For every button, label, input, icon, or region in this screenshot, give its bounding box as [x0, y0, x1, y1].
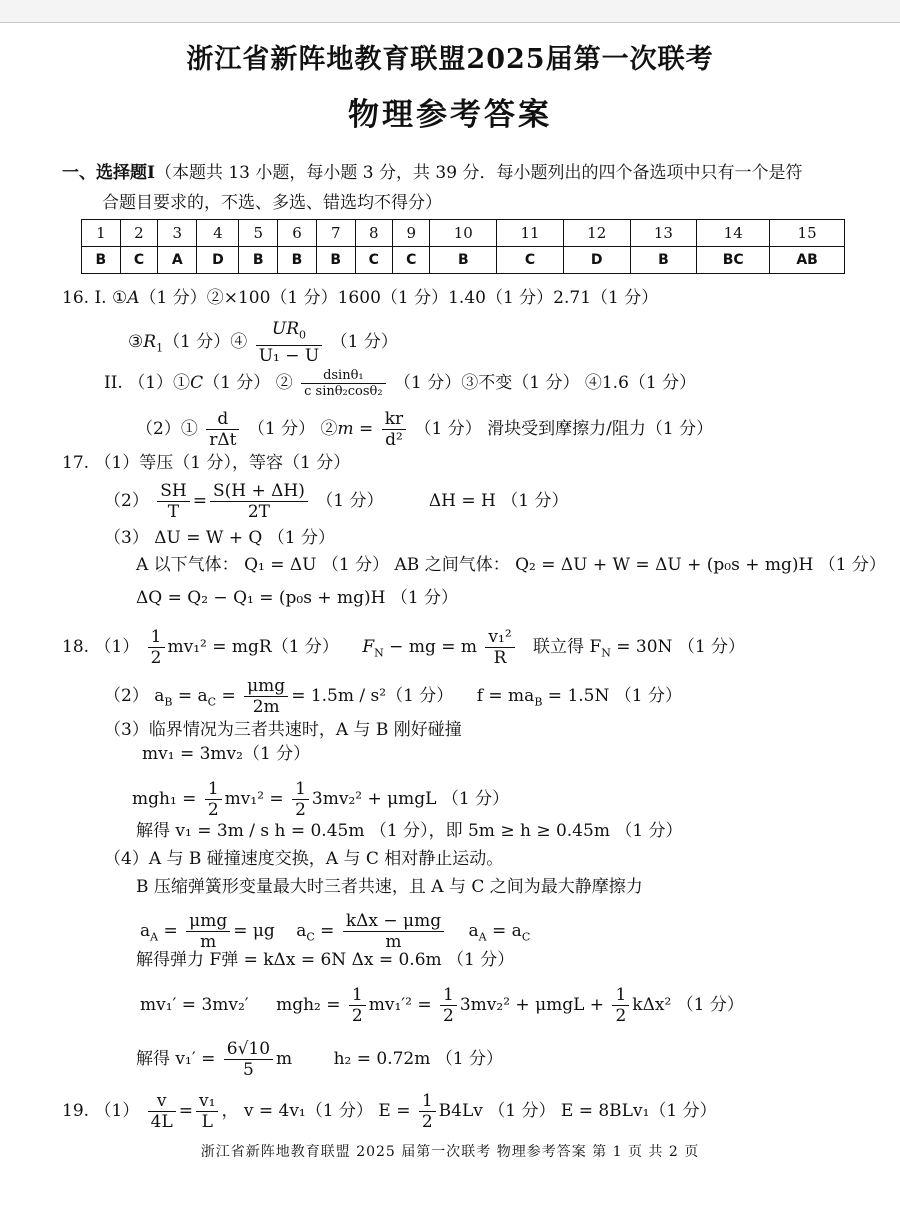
q16-part2-score1: （1 分） ②: [247, 419, 338, 439]
document-page: [0, 23, 900, 1222]
q18-centripetal: [485, 627, 514, 668]
q16-answer-a: A: [127, 288, 140, 308]
answer-cell: B: [630, 247, 697, 274]
q18-ke1: mv₁² =: [224, 789, 284, 809]
q18-half4-num: 1: [349, 985, 366, 1006]
q17-frac2-den: 2T: [247, 502, 270, 522]
q17-frac1: [157, 481, 189, 522]
answer-cell: B: [239, 247, 278, 274]
q18-aa2-eq-sub: C: [521, 930, 531, 944]
answer-cell: A: [158, 247, 197, 274]
q18-line5: [132, 779, 509, 820]
question-number-cell: 2: [120, 220, 157, 247]
q18-line12: [136, 1039, 503, 1080]
section-1-desc-line2: 合题目要求的，不选、多选、错选均不得分）: [102, 193, 442, 213]
q19-half-num: 1: [419, 1091, 436, 1112]
q18-half5: [440, 985, 457, 1026]
q16-part2-m: m =: [337, 419, 374, 439]
q18-line7: （4）A 与 B 碰撞速度交换，A 与 C 相对静止运动。: [104, 849, 504, 869]
q18-half5-den: 2: [443, 1006, 454, 1026]
q18-aa-frac-num: μmg: [186, 911, 230, 932]
q19-e-label: E =: [378, 1101, 411, 1121]
q16-frac-num-sub: 0: [299, 328, 307, 342]
q17-part2-score: （1 分）: [316, 491, 384, 511]
q16-circle3: ③: [128, 332, 144, 353]
q18-v1prime: 解得 v₁′ =: [136, 1049, 216, 1069]
q18-spring-energy: kΔx² （1 分）: [632, 995, 744, 1015]
q18-aa-eq: =: [158, 921, 178, 941]
q16-part2-frac1-num: d: [206, 409, 239, 430]
q18-line2: [104, 676, 682, 717]
q16-fraction: [256, 319, 323, 366]
q18-v1prime-unit: m: [276, 1049, 293, 1069]
q17-line1: 17. （1）等压（1 分），等容（1 分）: [62, 453, 351, 473]
q18-half6-num: 1: [612, 985, 629, 1006]
question-number-cell: 11: [497, 220, 564, 247]
q16-line3-text: （1 分） ②: [203, 373, 293, 393]
q18-half1-den: 2: [150, 648, 162, 668]
question-number-cell: 5: [239, 220, 278, 247]
q16-line2: [128, 319, 398, 366]
q16-part2-frac1: [206, 409, 239, 450]
q19-v: ， v = 4v₁（1 分）: [221, 1101, 373, 1121]
q16-frac-den: U₁ − U: [258, 346, 320, 367]
q16-line1: [62, 286, 658, 310]
answer-table: [81, 219, 845, 274]
q17-line4: A 以下气体： Q₁ = ΔU （1 分） AB 之间气体： Q₂ = ΔU + W = ΔU + (p₀s + mg)H （1 分）: [136, 555, 886, 575]
q17-line3: （3） ΔU = W + Q （1 分）: [104, 528, 335, 548]
q18-accel-value: = 1.5m / s²（1 分）: [291, 686, 454, 706]
q18-ac2-frac: [343, 911, 444, 952]
q18-centripetal-num: v₁²: [485, 627, 514, 648]
q19-half: [419, 1091, 436, 1132]
q18-accel-den: 2m: [252, 697, 280, 717]
q18-aa-sub: A: [150, 930, 159, 944]
q18-v1prime-frac: [224, 1039, 273, 1080]
question-number-cell: 6: [278, 220, 317, 247]
q16-line4: [136, 409, 713, 450]
q17-eq: =: [192, 491, 207, 511]
q18-h2: h₂ = 0.72m （1 分）: [333, 1049, 503, 1069]
q16-line2-text: （1 分）④: [163, 332, 248, 353]
q18-aa2: a: [468, 921, 479, 941]
answer-cell: B: [316, 247, 355, 274]
answer-cell: AB: [770, 247, 845, 274]
q18-mgh2: mgh₂ =: [276, 995, 341, 1015]
q16-ii-frac-num: dsinθ₁: [301, 368, 385, 384]
q18-result-label: 联立得 F: [533, 637, 602, 657]
q18-half3: [292, 779, 309, 820]
q18-force-eq: − mg = m: [383, 637, 477, 657]
q18-aa2-sub: A: [478, 930, 487, 944]
q16-r-sub: 1: [156, 341, 164, 355]
q17-frac1-num: SH: [157, 481, 189, 502]
q16-part2-label: （2）①: [136, 419, 198, 439]
q16-line1-text: （1 分）②×100（1 分）1600（1 分）1.40（1 分）2.71（1 分）: [139, 288, 659, 308]
q18-label: 18. （1）: [62, 637, 140, 657]
q18-half2-num: 1: [205, 779, 222, 800]
q17-frac1-den: T: [167, 502, 180, 522]
question-number-cell: 12: [563, 220, 630, 247]
question-number-cell: 9: [393, 220, 430, 247]
q18-accel-frac: [244, 676, 288, 717]
q18-fn: F: [362, 637, 375, 657]
q18-line3: （3）临界情况为三者共速时，A 与 B 刚好碰撞: [104, 720, 462, 740]
q18-ac-sub: C: [207, 695, 217, 709]
q18-line11: [140, 985, 744, 1026]
question-number-cell: 8: [355, 220, 392, 247]
q18-ke2: 3mv₂² + μmgL （1 分）: [311, 789, 510, 809]
question-number-cell: 4: [197, 220, 239, 247]
q18-ab: （2） a: [104, 686, 165, 706]
q18-aa-frac-den: m: [200, 932, 217, 952]
q19-half-den: 2: [421, 1112, 433, 1132]
q16-part2-frac2-den: d²: [385, 430, 403, 450]
q18-aa2-eq: = a: [486, 921, 522, 941]
q18-half3-den: 2: [295, 800, 306, 820]
q17-part2-label: （2）: [104, 491, 149, 511]
section-1-heading: [62, 158, 862, 218]
q18-half2-den: 2: [207, 800, 219, 820]
q18-half5-num: 1: [440, 985, 457, 1006]
q19-frac1-den: 4L: [150, 1112, 173, 1132]
q16-ii-c: C: [190, 373, 204, 393]
q19-label: 19. （1）: [62, 1101, 140, 1121]
answer-cell: C: [393, 247, 430, 274]
answer-cell: B: [82, 247, 121, 274]
q18-eq: =: [216, 686, 236, 706]
q16-line2-score: （1 分）: [330, 332, 398, 353]
q18-line10: 解得弹力 F弹 = kΔx = 6N Δx = 0.6m （1 分）: [136, 950, 515, 970]
q16-ii-frac-den: c sinθ₂cosθ₂: [304, 384, 383, 399]
answer-cell: C: [497, 247, 564, 274]
question-number-cell: 3: [158, 220, 197, 247]
q18-momentum: mv₁′ = 3mv₂′: [140, 995, 249, 1015]
q18-centripetal-den: R: [493, 648, 507, 668]
answer-cell: BC: [697, 247, 770, 274]
q18-friction-sub: B: [534, 695, 543, 709]
q18-aa-value: = μg: [233, 921, 275, 941]
q16-frac-num: [256, 319, 323, 346]
q17-line5: ΔQ = Q₂ − Q₁ = (p₀s + mg)H （1 分）: [136, 588, 459, 608]
q17-frac2-num: S(H + ΔH): [210, 481, 308, 502]
q18-line6: 解得 v₁ = 3m / s h = 0.45m （1 分），即 5m ≥ h ≥ 0.45m （1 分）: [136, 821, 683, 841]
q18-fn-sub: N: [374, 646, 384, 660]
q18-ac2-eq: =: [314, 921, 335, 941]
q18-aa-frac: [186, 911, 230, 952]
answer-cell: C: [120, 247, 157, 274]
question-number-cell: 7: [316, 220, 355, 247]
section-1-desc-line1: （本题共 13 小题，每小题 3 分，共 39 分．每小题列出的四个备选项中只有一个是符: [154, 163, 803, 183]
section-1-label: 一、选择题Ⅰ: [62, 163, 155, 183]
q16-ii-label: II. （1）①: [104, 373, 191, 393]
q18-half1: [148, 627, 165, 668]
q18-line8: B 压缩弹簧形变量最大时三者共速，且 A 与 C 之间为最大静摩擦力: [136, 877, 643, 897]
q19-frac2-den: L: [201, 1112, 213, 1132]
q18-half1-num: 1: [148, 627, 165, 648]
q18-result: = 30N （1 分）: [610, 637, 746, 657]
q16-part2-frac2-num: kr: [382, 409, 406, 430]
q16-line3-rest: （1 分）③不变（1 分） ④1.6（1 分）: [394, 373, 697, 393]
q18-half4-den: 2: [351, 1006, 363, 1026]
q19-frac1: [148, 1091, 176, 1132]
q18-v1prime-den: 5: [242, 1060, 254, 1080]
q18-friction: f = ma: [476, 686, 535, 706]
answer-cell: D: [197, 247, 239, 274]
answer-table-answer-row: [82, 247, 845, 274]
q16-part2-rest: （1 分） 滑块受到摩擦力/阻力（1 分）: [414, 419, 714, 439]
q16-part2-frac2: [382, 409, 406, 450]
q18-energy-eq: mv₁² = mgR（1 分）: [167, 637, 339, 657]
q16-r: R: [143, 332, 157, 353]
q17-line2: [104, 481, 569, 522]
q18-ab-sub: B: [164, 695, 173, 709]
top-bar: [0, 0, 900, 23]
q18-aa: a: [140, 921, 151, 941]
answer-cell: D: [563, 247, 630, 274]
q16-ii-fraction: [301, 368, 385, 399]
q18-friction-value: = 1.5N （1 分）: [542, 686, 682, 706]
q18-mgh1: mgh₁ =: [132, 789, 197, 809]
q19-line1: [62, 1091, 717, 1132]
q18-ac: = a: [172, 686, 208, 706]
q18-ke4: 3mv₂² + μmgL +: [459, 995, 605, 1015]
answer-cell: B: [278, 247, 317, 274]
q18-line9: [140, 911, 530, 952]
q18-accel-num: μmg: [244, 676, 288, 697]
q18-half4: [349, 985, 366, 1026]
q19-eq: =: [178, 1101, 194, 1121]
q17-frac2: [210, 481, 308, 522]
answer-cell: C: [355, 247, 392, 274]
q18-half3-num: 1: [292, 779, 309, 800]
q18-half6-den: 2: [615, 1006, 627, 1026]
question-number-cell: 13: [630, 220, 697, 247]
q18-result-sub: N: [601, 646, 611, 660]
q18-half2: [205, 779, 222, 820]
question-number-cell: 1: [82, 220, 121, 247]
answer-key-title: 物理参考答案: [348, 97, 552, 133]
q19-frac2: [196, 1091, 218, 1132]
q18-ke3: mv₁′² =: [368, 995, 432, 1015]
question-number-cell: 10: [430, 220, 497, 247]
q18-half6: [612, 985, 629, 1026]
question-number-cell: 14: [697, 220, 770, 247]
answer-cell: B: [430, 247, 497, 274]
q18-ac2: a: [296, 921, 307, 941]
q18-ac2-frac-den: m: [385, 932, 402, 952]
q16-part2-frac1-den: rΔt: [209, 430, 237, 450]
q19-frac2-num: v₁: [196, 1091, 218, 1112]
question-number-cell: 15: [770, 220, 845, 247]
exam-title: 浙江省新阵地教育联盟2025届第一次联考: [186, 44, 714, 75]
q19-e-result: E = 8BLv₁（1 分）: [560, 1101, 717, 1121]
q16-label: 16. I. ①: [62, 288, 128, 308]
q19-frac1-num: v: [148, 1091, 176, 1112]
q18-line4: mv₁ = 3mv₂（1 分）: [142, 744, 311, 764]
page-footer: 浙江省新阵地教育联盟 2025 届第一次联考 物理参考答案 第 1 页 共 2 页: [200, 1144, 700, 1160]
q18-v1prime-num: 6√10: [224, 1039, 273, 1060]
q18-line1: [62, 627, 745, 668]
q16-line3: [104, 368, 696, 399]
q19-e-expr: B4Lv （1 分）: [438, 1101, 556, 1121]
q18-ac2-sub: C: [306, 930, 315, 944]
q17-dh: ΔH = H （1 分）: [428, 491, 569, 511]
q16-frac-num-text: UR: [271, 319, 300, 339]
q18-ac2-frac-num: kΔx − μmg: [343, 911, 444, 932]
answer-table-number-row: [82, 220, 845, 247]
